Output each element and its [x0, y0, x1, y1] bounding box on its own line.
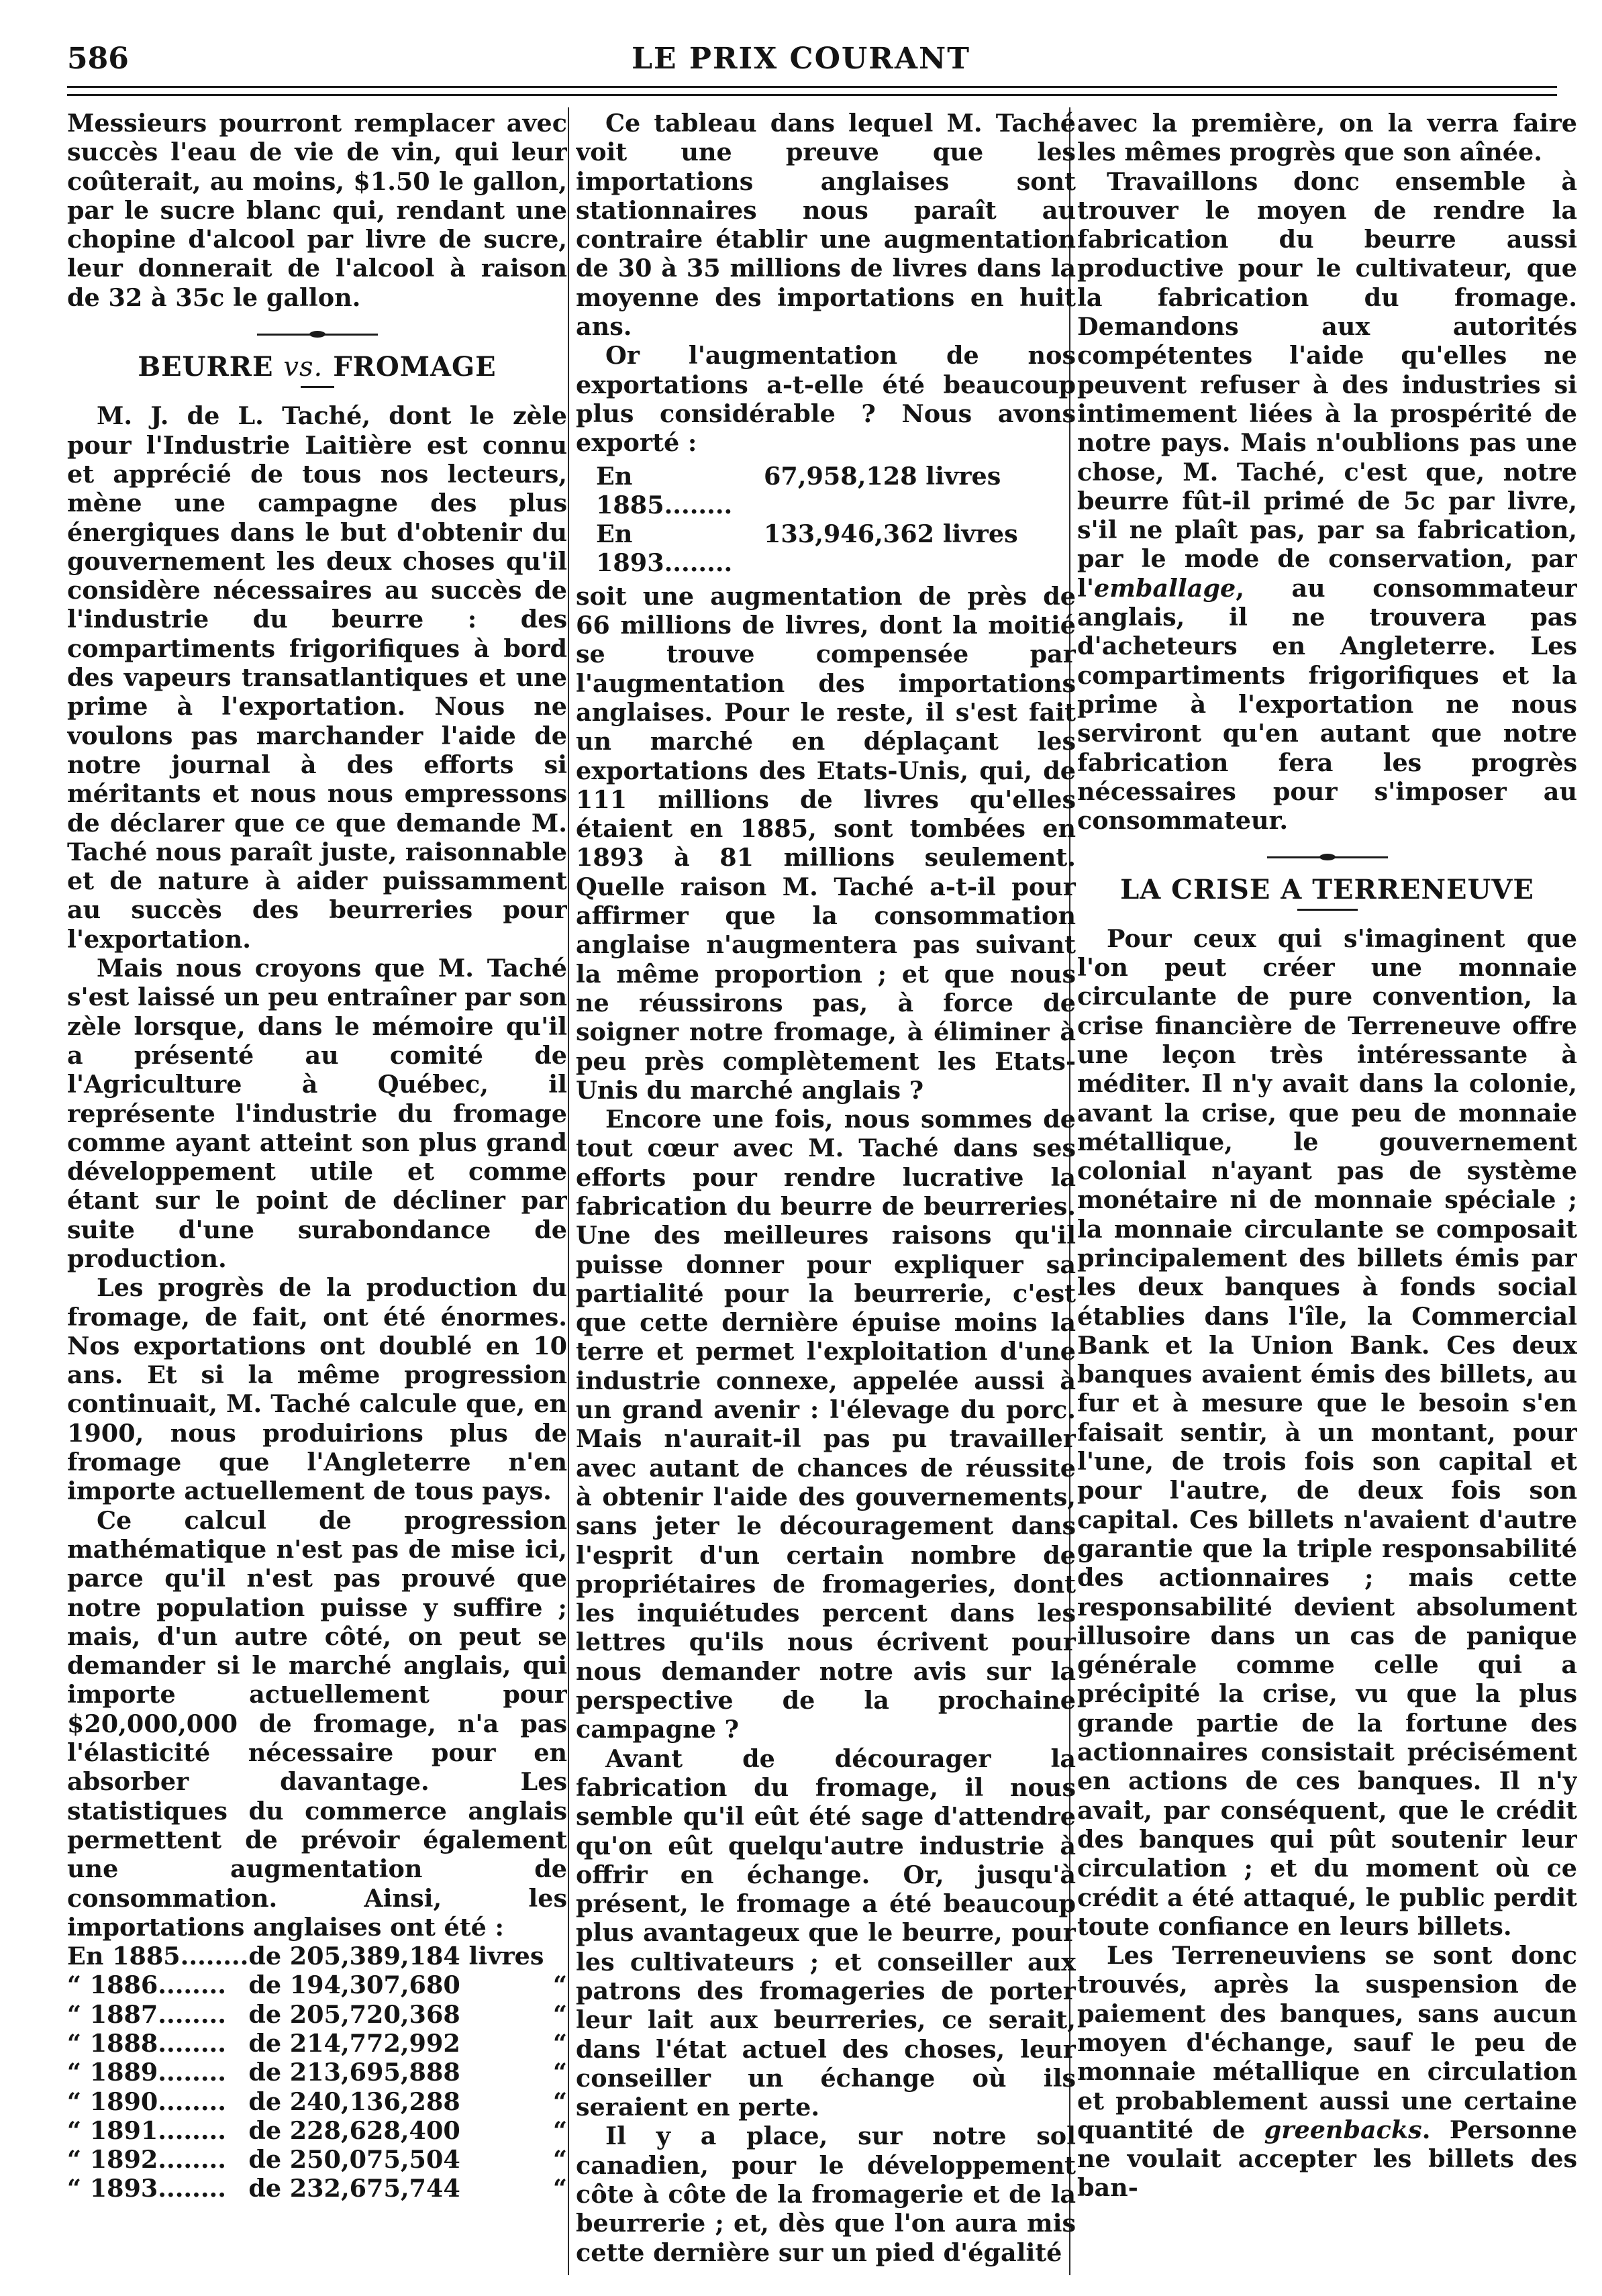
export-year: En 1893........	[596, 519, 733, 578]
paragraph	[1077, 167, 1577, 836]
paragraph: Avant de décourager la fabrication du fromage, il nous semble qu'il eût été sage d'attendre qu'on eût quelqu'autre industrie à offrir en échange. Or, jusqu'à présent, le fromage a été beaucoup plus avantageux que le beurre, pour les cultivateurs ; et conseiller aux patrons des fromageries de porter leur lait aux beurreries, ce serait, dans l'état actuel des choses, leur conseiller un échange où ils seraient en perte.	[576, 1744, 1076, 2122]
ditto-mark: “	[553, 1999, 567, 2029]
imports-row	[67, 2029, 567, 2058]
import-year: “ 1890........	[67, 2087, 226, 2116]
heading-part: FROMAGE	[333, 351, 497, 383]
paragraph: Pour ceux qui s'imaginent que l'on peut créer une monnaie circulante de pure convention, la crise financière de Terreneuve offre une leçon très intéressante à méditer. Il n'y avait dans la colonie, avant la crise, que peu de monnaie métallique, le gouvernement colonial n'ayant pas de système monétaire ni de monnaie spéciale ; la monnaie circulante se composait principalement des billets émis par les deux banques à fonds social établies dans l'île, la Commercial Bank et la Union Bank. Ces deux banques avaient émis des billets, au fur et à mesure que le besoin s'en faisait sentir, à un montant, pour l'une, de trois fois son capital et pour l'autre, de deux fois son capital. Ces billets n'avaient d'autre garantie que la triple responsabilité des actionnaires ; mais cette responsabilité devient absolument illusoire dans un cas de panique générale comme celle qui a précipité la crise, vu que la plus grande partie de la fortune des actionnaires consistait précisément en actions de ces banques. Il n'y avait, par conséquent, que le crédit des banques qui pût soutenir leur circulation ; et du moment où ce crédit a été attaqué, le public perdit toute confiance en leurs billets.	[1077, 924, 1577, 1941]
import-value: de 228,628,400	[248, 2115, 460, 2145]
ditto-mark: “	[553, 2058, 567, 2087]
paragraph: Mais nous croyons que M. Taché s'est laissé un peu entraîner par son zèle lorsque, dans le mémoire qu'il a présenté au comité de l'Agriculture à Québec, il représente l'industrie du fromage comme ayant atteint son plus grand développement utile et comme étant sur le point de décliner par suite d'une surabondance de production.	[67, 954, 567, 1273]
import-value: de 232,675,744	[248, 2174, 460, 2203]
page-number: 586	[67, 42, 129, 76]
import-year: “ 1888........	[67, 2029, 226, 2058]
exports-row	[596, 462, 1076, 520]
header-rule-top	[67, 86, 1557, 88]
export-year: En 1885........	[596, 461, 733, 519]
header-rule-bottom	[67, 94, 1557, 96]
text-run: Travaillons donc ensemble à trouver le moyen de rendre la fabrication du beurre aussi productive pour le cultivateur, que la fabrication du fromage. Demandons aux autorités compétentes l'aide qu'elles ne peuvent refuser à des industries si intimement liées à la prospérité de notre pays. Mais n'oublions pas une chose, M. Taché, c'est que, notre beurre fût-il primé de 5c par livre, s'il ne plaît pas, par sa fabrication, par le mode de conservation, par l'	[1077, 166, 1577, 603]
heading-part: BEURRE	[138, 351, 274, 383]
paragraph: soit une augmentation de près de 66 millions de livres, dont la moitié se trouve compensée par l'augmentation des importations anglaises. Pour le reste, il s'est fait un marché en déplaçant les exportations des Etats-Unis, qui, de 111 millions de livres qu'elles étaient en 1885, sont tombées en 1893 à 81 millions seulement. Quelle raison M. Taché a-t-il pour affirmer que la consommation anglaise n'augmentera pas suivant la même proportion ; et que nous ne réussirons pas, à force de soigner notre fromage, à éliminer à peu près complètement les Etats-Unis du marché anglais ?	[576, 581, 1076, 1105]
import-year: “ 1887........	[67, 1999, 226, 2029]
ditto-mark: “	[553, 2145, 567, 2175]
import-value: de 205,389,184 livres	[248, 1942, 544, 1971]
import-year: “ 1891........	[67, 2115, 226, 2145]
column-divider-1	[568, 107, 569, 2275]
import-year: “ 1889........	[67, 2058, 226, 2087]
paragraph: Il y a place, sur notre sol canadien, pour le développement côte à côte de la fromagerie et de la beurrerie ; et, dès que l'on aura mis cette dernière sur un pied d'égalité	[576, 2122, 1076, 2267]
imports-row	[67, 2174, 567, 2203]
heading-rule	[1297, 909, 1358, 911]
text-run: Les Terreneuviens se sont donc trouvés, après la suspension de paiement des banques, sans aucun moyen d'échange, sauf le peu de monnaie métallique en circulation et probablement aussi une certaine quantité de	[1077, 1941, 1577, 2144]
ditto-mark: “	[553, 2087, 567, 2116]
import-value: de 213,695,888	[248, 2058, 460, 2087]
paragraph	[1077, 1941, 1577, 2203]
column-3	[1077, 109, 1577, 2270]
text-run: , au consommateur anglais, il ne trouvera pas d'acheteurs en Angleterre. Les compartiments frigorifiques et la prime à l'exportation ne nous serviront qu'en autant que notre fabrication fera les progrès nécessaires pour s'imposer au consommateur.	[1077, 573, 1577, 836]
section-ornament	[1267, 854, 1388, 860]
export-value: 133,946,362 livres	[764, 519, 1018, 549]
paragraph: Ce calcul de progression mathématique n'est pas de mise ici, parce qu'il n'est pas prouvé que notre population puisse y suffire ; mais, d'un autre côté, on peut se demander si le marché anglais, qui importe actuellement pour $20,000,000 de fromage, n'a pas l'élasticité nécessaire pour en absorber davantage. Les statistiques du commerce anglais permettent de prévoir également une augmentation de consommation. Ainsi, les importations anglaises ont été :	[67, 1505, 567, 1942]
import-year: En 1885........	[67, 1942, 249, 1971]
column-2	[576, 109, 1076, 2270]
import-value: de 240,136,288	[248, 2087, 460, 2116]
ditto-mark: “	[553, 2029, 567, 2058]
heading-rule	[301, 386, 334, 388]
import-year: “ 1892........	[67, 2145, 226, 2175]
column-1	[67, 109, 567, 2270]
imports-row	[67, 2087, 567, 2116]
imports-row	[67, 1942, 567, 1970]
paragraph: Messieurs pourront remplacer avec succès l'eau de vie de vin, qui leur coûterait, au moins, $1.50 le gallon, par le sucre blanc qui, rendant une chopine d'alcool par livre de sucre, leur donnerait de l'alcool à raison de 32 à 35c le gallon.	[67, 109, 567, 312]
imports-row	[67, 2145, 567, 2174]
import-value: de 214,772,992	[248, 2029, 460, 2058]
article-heading-beurre-fromage	[67, 352, 567, 382]
import-year: “ 1886........	[67, 1970, 226, 2000]
ditto-mark	[544, 1942, 567, 1970]
paragraph: Encore une fois, nous sommes de tout cœur avec M. Taché dans ses efforts pour rendre lucrative la fabrication du beurre de beurreries. Une des meilleures raisons qu'il puisse donner pour expliquer sa partialité pour la beurrerie, c'est que cette dernière épuise moins la terre et permet l'exploitation d'une industrie connexe, appelée aussi à un grand avenir : l'élevage du porc. Mais n'aurait-il pas pu travailler avec autant de chances de réussite à obtenir l'aide des gouvernements, sans jeter le découragement dans l'esprit d'un certain nombre de propriétaires de fromageries, dont les inquiétudes percent dans les lettres qu'ils nous écrivent pour nous demander notre avis sur la perspective de la prochaine campagne ?	[576, 1105, 1076, 1744]
imports-row	[67, 2058, 567, 2087]
import-value: de 194,307,680	[248, 1970, 460, 2000]
export-value: 67,958,128 livres	[764, 461, 1001, 491]
paragraph: avec la première, on la verra faire les mêmes progrès que son aînée.	[1077, 109, 1577, 167]
imports-row	[67, 2116, 567, 2145]
article-heading-crise-terreneuve: LA CRISE A TERRENEUVE	[1120, 874, 1534, 906]
paragraph: Ce tableau dans lequel M. Taché voit une preuve que les importations anglaises sont stationnaires nous paraît au contraire établir une augmentation de 30 à 35 millions de livres dans la moyenne des importations en huit ans.	[576, 109, 1076, 342]
exports-table	[596, 462, 1076, 578]
imports-table	[67, 1942, 567, 2203]
ditto-mark: “	[553, 2174, 567, 2203]
page-header	[67, 42, 1535, 79]
imports-row	[67, 2000, 567, 2029]
paragraph: M. J. de L. Taché, dont le zèle pour l'Industrie Laitière est connu et apprécié de tous nos lecteurs, mène une campagne des plus énergiques dans le but d'obtenir du gouvernement les deux choses qu'il considère nécessaires au succès de l'industrie du beurre : des compartiments frigorifiques à bord des vapeurs transatlantiques et une prime à l'exportation. Nous ne voulons pas marchander l'aide de notre journal à des efforts si méritants et nous nous empressons de déclarer que ce que demande M. Taché nous paraît juste, raisonnable et de nature à aider puissamment au succès des beurreries pour l'exportation.	[67, 401, 567, 954]
import-year: “ 1893........	[67, 2174, 226, 2203]
text-run-italic: greenbacks	[1264, 2115, 1422, 2144]
exports-row	[596, 519, 1076, 578]
heading-part: vs.	[283, 352, 323, 383]
import-value: de 250,075,504	[248, 2145, 460, 2175]
paragraph: Or l'augmentation de nos exportations a-t-elle été beaucoup plus considérable ? Nous avons exporté :	[576, 341, 1076, 458]
section-ornament	[257, 331, 378, 338]
ditto-mark: “	[553, 1970, 567, 2000]
text-run: . Personne ne voulait accepter les billets des ban-	[1077, 2115, 1577, 2203]
ditto-mark: “	[553, 2115, 567, 2145]
text-run-italic: emballage	[1094, 573, 1236, 603]
import-value: de 205,720,368	[248, 1999, 460, 2029]
paragraph: Les progrès de la production du fromage, de fait, ont été énormes. Nos exportations ont doublé en 10 ans. Et si la même progression continuait, M. Taché calcule que, en 1900, nous produirions plus de fromage que l'Angleterre n'en importe actuellement de tous pays.	[67, 1273, 567, 1506]
publication-title: LE PRIX COURANT	[632, 42, 970, 76]
imports-row	[67, 1970, 567, 1999]
